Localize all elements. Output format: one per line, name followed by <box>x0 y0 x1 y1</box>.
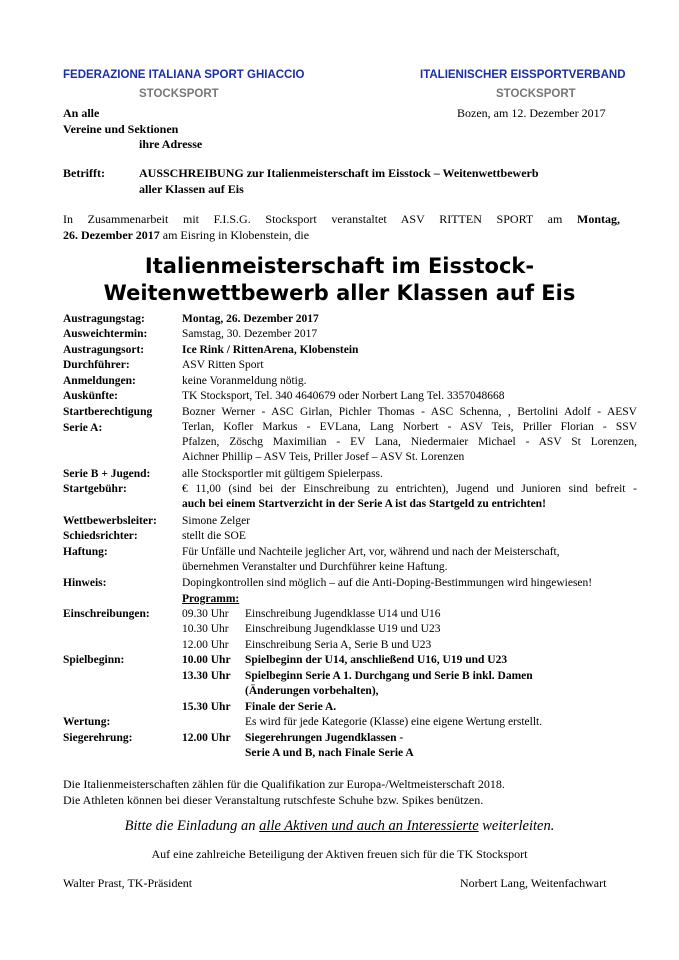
note-shoes: Die Athleten können bei dieser Veranstaltung rutschfeste Schuhe bzw. Spikes benützen. <box>63 793 484 807</box>
schiedsrichter-value: stellt die SOE <box>182 530 246 542</box>
siegerehrung-label: Siegerehrung: <box>63 732 133 744</box>
address-line-2: Vereine und Sektionen <box>63 122 179 136</box>
note-qualification: Die Italienmeisterschaften zählen für die Qualifikation zur Europa-/Weltmeisterschaft 2018. <box>63 777 505 791</box>
einschreibung-3-time: 12.00 Uhr <box>182 639 229 651</box>
serie-b-jugend-label: Serie B + Jugend: <box>63 468 151 480</box>
spielbeginn-2-time: 13.30 Uhr <box>182 670 231 682</box>
programm-heading: Programm: <box>182 593 240 605</box>
address-line-3: ihre Adresse <box>139 137 203 151</box>
invite-forward <box>0 818 679 835</box>
intro-bold-date: 26. Dezember 2017 <box>63 228 160 242</box>
auskuenfte-value: TK Stocksport, Tel. 340 4640679 oder Norbert Lang Tel. 3357048668 <box>182 390 505 402</box>
einschreibung-2-time: 10.30 Uhr <box>182 623 229 635</box>
intro-text-2: am Eisring in Klobenstein, die <box>159 228 310 242</box>
closing-line: Auf eine zahlreiche Beteiligung der Aktiven freuen sich für die TK Stocksport <box>151 847 528 861</box>
intro-line-1 <box>63 212 620 227</box>
serie-a-label: Serie A: <box>63 422 103 434</box>
haftung-label: Haftung: <box>63 546 108 558</box>
siegerehrung-text-2: Serie A und B, nach Finale Serie A <box>245 747 414 759</box>
org-name-german: ITALIENISCHER EISSPORTVERBAND <box>420 69 626 81</box>
spielbeginn-3-text: Finale der Serie A. <box>245 701 337 713</box>
startgebuehr-line-1: € 11,00 (sind bei der Einschreibung zu entrichten), Jugend und Junioren sind befreit - <box>182 483 637 495</box>
startberechtigung-line-1: Bozner Werner - ASC Girlan, Pichler Thomas - ASC Schenna, , Bertolini Adolf - AESV <box>182 406 637 418</box>
event-title-line-2: Weitenwettbewerb aller Klassen auf Eis <box>103 281 576 305</box>
spielbeginn-1-text: Spielbeginn der U14, anschließend U16, U19 und U23 <box>245 654 508 666</box>
ausweichtermin-label: Ausweichtermin: <box>63 328 148 340</box>
siegerehrung-text: Siegerehrungen Jugendklassen - <box>245 732 404 744</box>
place-date: Bozen, am 12. Dezember 2017 <box>457 106 606 120</box>
signature-right: Norbert Lang, Weitenfachwart <box>460 876 607 890</box>
startberechtigung-label: Startberechtigung <box>63 406 153 418</box>
haftung-line-1: Für Unfälle und Nachteile jeglicher Art, vor, während und nach der Meisterschaft, <box>182 546 560 558</box>
wettbewerbsleiter-label: Wettbewerbsleiter: <box>63 515 157 527</box>
intro-text: In Zusammenarbeit mit F.I.S.G. Stocksport veranstaltet ASV RITTEN SPORT am <box>63 212 577 226</box>
durchfuehrer-value: ASV Ritten Sport <box>182 359 264 371</box>
spielbeginn-3-time: 15.30 Uhr <box>182 701 231 713</box>
haftung-line-2: übernehmen Veranstalter und Durchführer keine Haftung. <box>182 561 448 573</box>
hinweis-value: Dopingkontrollen sind möglich – auf die Anti-Doping-Bestimmungen wird hingewiesen! <box>182 577 593 589</box>
startgebuehr-label: Startgebühr: <box>63 483 127 495</box>
org-sub-german: STOCKSPORT <box>496 88 576 100</box>
einschreibung-3-text: Einschreibung Seria A, Serie B und U23 <box>245 639 432 651</box>
spielbeginn-1-time: 10.00 Uhr <box>182 654 231 666</box>
invite-text-1: Bitte die Einladung an <box>124 818 260 834</box>
spielbeginn-label: Spielbeginn: <box>63 654 125 666</box>
austragungsort-label: Austragungsort: <box>63 344 145 356</box>
auskuenfte-label: Auskünfte: <box>63 390 118 402</box>
spielbeginn-2-text: Spielbeginn Serie A 1. Durchgang und Serie B inkl. Damen <box>245 670 533 682</box>
ausweichtermin-value: Samstag, 30. Dezember 2017 <box>182 328 318 340</box>
intro-bold-day: Montag, <box>577 212 620 226</box>
subject-label: Betrifft: <box>63 166 105 180</box>
durchfuehrer-label: Durchführer: <box>63 359 130 371</box>
intro-line-2 <box>63 228 309 243</box>
address-line-1: An alle <box>63 106 100 120</box>
wertung-label: Wertung: <box>63 716 111 728</box>
wettbewerbsleiter-value: Simone Zelger <box>182 515 251 527</box>
startberechtigung-line-3: Pfalzen, Zöschg Maximilian - EV Lana, Niedermaier Michael - ASV St Lorenzen, <box>182 436 637 448</box>
startgebuehr-line-2: auch bei einem Startverzicht in der Serie A ist das Startgeld zu entrichten! <box>182 498 546 510</box>
einschreibungen-label: Einschreibungen: <box>63 608 150 620</box>
startberechtigung-line-2: Terlan, Kofler Markus - EVLana, Lang Norbert - ASV Teis, Priller Florian - SSV <box>182 421 637 433</box>
subject-line-2: aller Klassen auf Eis <box>139 182 244 196</box>
einschreibung-1-text: Einschreibung Jugendklasse U14 und U16 <box>245 608 441 620</box>
schiedsrichter-label: Schiedsrichter: <box>63 530 138 542</box>
austragungsort-value: Ice Rink / RittenArena, Klobenstein <box>182 344 359 356</box>
org-sub-italian: STOCKSPORT <box>139 88 219 100</box>
serie-b-jugend-value: alle Stocksportler mit gültigem Spielerpass. <box>182 468 383 480</box>
invite-text-2: weiterleiten. <box>478 818 555 834</box>
startberechtigung-line-4: Aichner Phillip – ASV Teis, Priller Josef – ASV St. Lorenzen <box>182 451 465 463</box>
austragungstag-value: Montag, 26. Dezember 2017 <box>182 313 319 325</box>
invite-underlined: alle Aktiven und auch an Interessierte <box>259 818 479 834</box>
wertung-text: Es wird für jede Kategorie (Klasse) eine eigene Wertung erstellt. <box>245 716 543 728</box>
einschreibung-2-text: Einschreibung Jugendklasse U19 und U23 <box>245 623 441 635</box>
anmeldungen-label: Anmeldungen: <box>63 375 136 387</box>
org-name-italian: FEDERAZIONE ITALIANA SPORT GHIACCIO <box>63 69 305 81</box>
hinweis-label: Hinweis: <box>63 577 107 589</box>
einschreibung-1-time: 09.30 Uhr <box>182 608 229 620</box>
signature-left: Walter Prast, TK-Präsident <box>63 876 193 890</box>
event-title-line-1: Italienmeisterschaft im Eisstock- <box>144 254 535 278</box>
subject-line-1: AUSSCHREIBUNG zur Italienmeisterschaft im Eisstock – Weitenwettbewerb <box>139 166 539 180</box>
austragungstag-label: Austragungstag: <box>63 313 145 325</box>
anmeldungen-value: keine Voranmeldung nötig. <box>182 375 307 387</box>
siegerehrung-time: 12.00 Uhr <box>182 732 231 744</box>
spielbeginn-2-text-2: (Änderungen vorbehalten), <box>245 685 379 697</box>
